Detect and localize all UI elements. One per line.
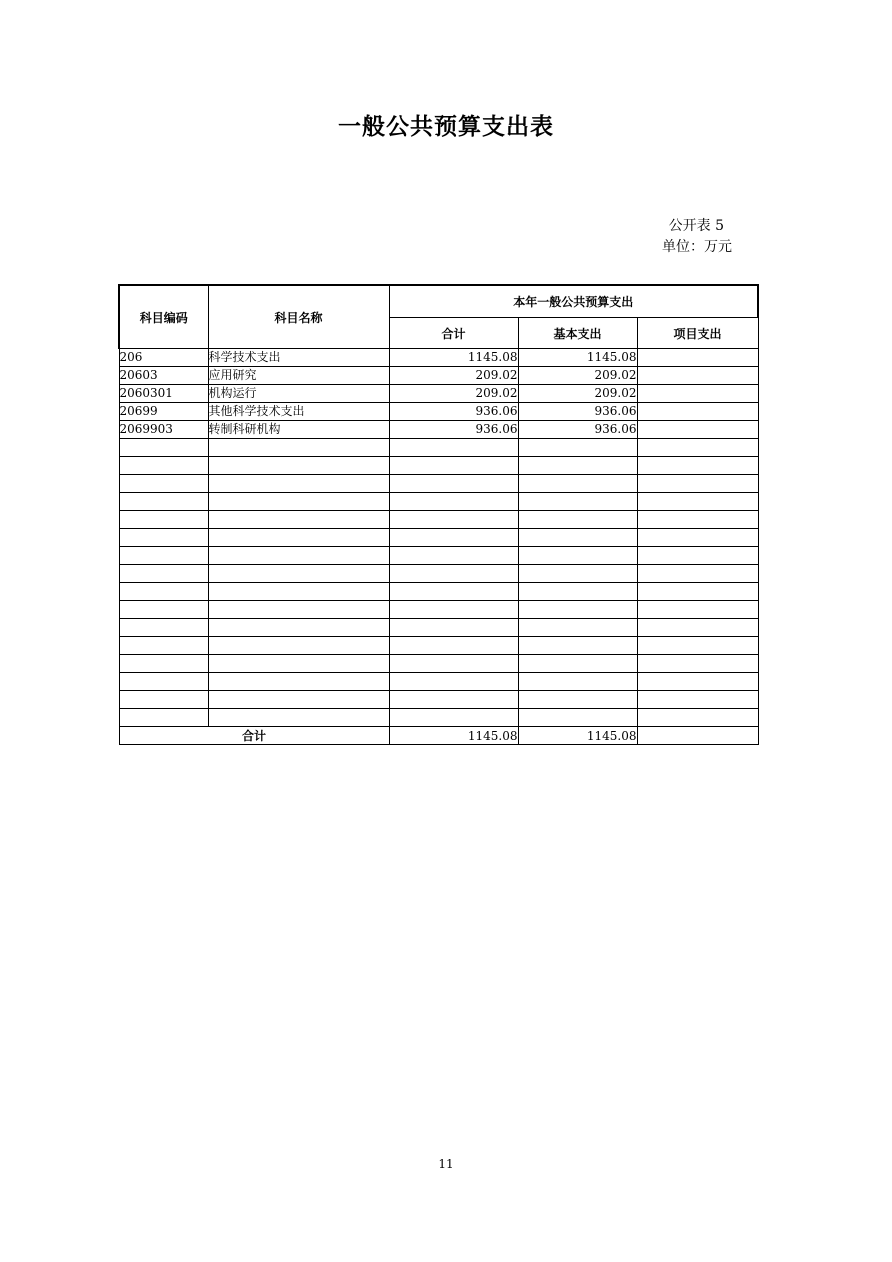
empty-cell xyxy=(389,457,518,475)
empty-cell xyxy=(518,601,637,619)
empty-cell xyxy=(119,547,208,565)
table-row xyxy=(119,421,758,439)
cell-basic: 1145.08 xyxy=(518,349,637,367)
empty-cell xyxy=(389,511,518,529)
total-label: 合计 xyxy=(119,727,389,745)
cell-total: 209.02 xyxy=(389,367,518,385)
empty-cell xyxy=(208,637,389,655)
empty-cell xyxy=(208,493,389,511)
empty-cell xyxy=(637,529,758,547)
budget-table xyxy=(118,284,759,745)
empty-cell xyxy=(389,565,518,583)
empty-cell xyxy=(208,565,389,583)
form-number: 公开表 5 xyxy=(668,218,724,234)
cell-code: 2060301 xyxy=(119,385,208,403)
empty-row xyxy=(119,457,758,475)
empty-cell xyxy=(208,547,389,565)
empty-cell xyxy=(208,439,389,457)
total-project xyxy=(637,727,758,745)
empty-cell xyxy=(119,673,208,691)
empty-cell xyxy=(518,457,637,475)
empty-row xyxy=(119,511,758,529)
total-basic: 1145.08 xyxy=(518,727,637,745)
header-name: 科目名称 xyxy=(208,285,389,349)
empty-cell xyxy=(518,565,637,583)
empty-cell xyxy=(389,619,518,637)
empty-row xyxy=(119,619,758,637)
empty-cell xyxy=(208,511,389,529)
empty-cell xyxy=(637,637,758,655)
empty-cell xyxy=(208,709,389,727)
empty-cell xyxy=(119,619,208,637)
empty-row xyxy=(119,583,758,601)
empty-cell xyxy=(119,511,208,529)
empty-row xyxy=(119,601,758,619)
cell-name: 科学技术支出 xyxy=(208,349,389,367)
cell-total: 936.06 xyxy=(389,421,518,439)
empty-cell xyxy=(637,691,758,709)
table-body xyxy=(119,349,758,727)
table-row xyxy=(119,349,758,367)
empty-cell xyxy=(637,619,758,637)
empty-cell xyxy=(637,439,758,457)
empty-cell xyxy=(119,655,208,673)
empty-cell xyxy=(119,439,208,457)
cell-basic: 209.02 xyxy=(518,367,637,385)
empty-cell xyxy=(518,709,637,727)
empty-cell xyxy=(389,655,518,673)
empty-cell xyxy=(637,511,758,529)
empty-cell xyxy=(208,601,389,619)
empty-row xyxy=(119,475,758,493)
cell-project xyxy=(637,385,758,403)
empty-cell xyxy=(389,637,518,655)
empty-cell xyxy=(119,583,208,601)
empty-cell xyxy=(119,529,208,547)
cell-name: 转制科研机构 xyxy=(208,421,389,439)
empty-cell xyxy=(389,601,518,619)
total-sum: 1145.08 xyxy=(389,727,518,745)
empty-cell xyxy=(518,493,637,511)
empty-cell xyxy=(518,691,637,709)
page-title: 一般公共预算支出表 xyxy=(338,114,554,140)
table-row xyxy=(119,385,758,403)
empty-cell xyxy=(637,457,758,475)
empty-cell xyxy=(389,439,518,457)
empty-row xyxy=(119,691,758,709)
empty-cell xyxy=(637,655,758,673)
empty-cell xyxy=(208,529,389,547)
empty-cell xyxy=(518,619,637,637)
empty-cell xyxy=(208,691,389,709)
empty-cell xyxy=(637,475,758,493)
empty-cell xyxy=(389,493,518,511)
cell-code: 2069903 xyxy=(119,421,208,439)
empty-cell xyxy=(389,709,518,727)
unit-label: 单位：万元 xyxy=(662,239,732,255)
table-row xyxy=(119,367,758,385)
cell-total: 209.02 xyxy=(389,385,518,403)
empty-cell xyxy=(208,457,389,475)
header-basic: 基本支出 xyxy=(518,318,637,349)
page-number: 11 xyxy=(438,1157,454,1171)
empty-cell xyxy=(389,529,518,547)
empty-cell xyxy=(389,673,518,691)
empty-cell xyxy=(119,601,208,619)
empty-cell xyxy=(637,709,758,727)
empty-row xyxy=(119,673,758,691)
cell-code: 206 xyxy=(119,349,208,367)
empty-cell xyxy=(518,673,637,691)
cell-project xyxy=(637,421,758,439)
empty-cell xyxy=(637,547,758,565)
cell-name: 其他科学技术支出 xyxy=(208,403,389,421)
empty-cell xyxy=(389,583,518,601)
cell-total: 936.06 xyxy=(389,403,518,421)
empty-cell xyxy=(389,475,518,493)
empty-cell xyxy=(637,673,758,691)
cell-code: 20603 xyxy=(119,367,208,385)
table-meta xyxy=(662,216,732,258)
empty-row xyxy=(119,655,758,673)
empty-cell xyxy=(119,637,208,655)
total-row xyxy=(119,727,758,745)
empty-cell xyxy=(119,493,208,511)
empty-cell xyxy=(518,637,637,655)
cell-basic: 936.06 xyxy=(518,403,637,421)
empty-cell xyxy=(208,673,389,691)
cell-total: 1145.08 xyxy=(389,349,518,367)
empty-cell xyxy=(119,565,208,583)
empty-row xyxy=(119,709,758,727)
empty-cell xyxy=(119,457,208,475)
empty-row xyxy=(119,529,758,547)
table-row xyxy=(119,403,758,421)
empty-row xyxy=(119,493,758,511)
cell-name: 应用研究 xyxy=(208,367,389,385)
empty-cell xyxy=(208,655,389,673)
empty-cell xyxy=(119,475,208,493)
cell-basic: 936.06 xyxy=(518,421,637,439)
empty-cell xyxy=(119,709,208,727)
header-group: 本年一般公共预算支出 xyxy=(389,285,758,318)
empty-cell xyxy=(518,583,637,601)
cell-project xyxy=(637,367,758,385)
cell-basic: 209.02 xyxy=(518,385,637,403)
empty-cell xyxy=(208,583,389,601)
empty-cell xyxy=(518,511,637,529)
cell-code: 20699 xyxy=(119,403,208,421)
cell-project xyxy=(637,403,758,421)
empty-cell xyxy=(518,475,637,493)
empty-cell xyxy=(518,439,637,457)
empty-cell xyxy=(637,565,758,583)
empty-cell xyxy=(389,691,518,709)
empty-cell xyxy=(389,547,518,565)
empty-row xyxy=(119,439,758,457)
cell-project xyxy=(637,349,758,367)
empty-cell xyxy=(518,547,637,565)
cell-name: 机构运行 xyxy=(208,385,389,403)
empty-cell xyxy=(518,529,637,547)
empty-row xyxy=(119,547,758,565)
header-total: 合计 xyxy=(389,318,518,349)
empty-cell xyxy=(637,493,758,511)
empty-cell xyxy=(119,691,208,709)
empty-cell xyxy=(637,583,758,601)
empty-row xyxy=(119,565,758,583)
empty-row xyxy=(119,637,758,655)
empty-cell xyxy=(208,475,389,493)
empty-cell xyxy=(518,655,637,673)
header-code: 科目编码 xyxy=(119,285,208,349)
empty-cell xyxy=(637,601,758,619)
empty-cell xyxy=(208,619,389,637)
header-project: 项目支出 xyxy=(637,318,758,349)
